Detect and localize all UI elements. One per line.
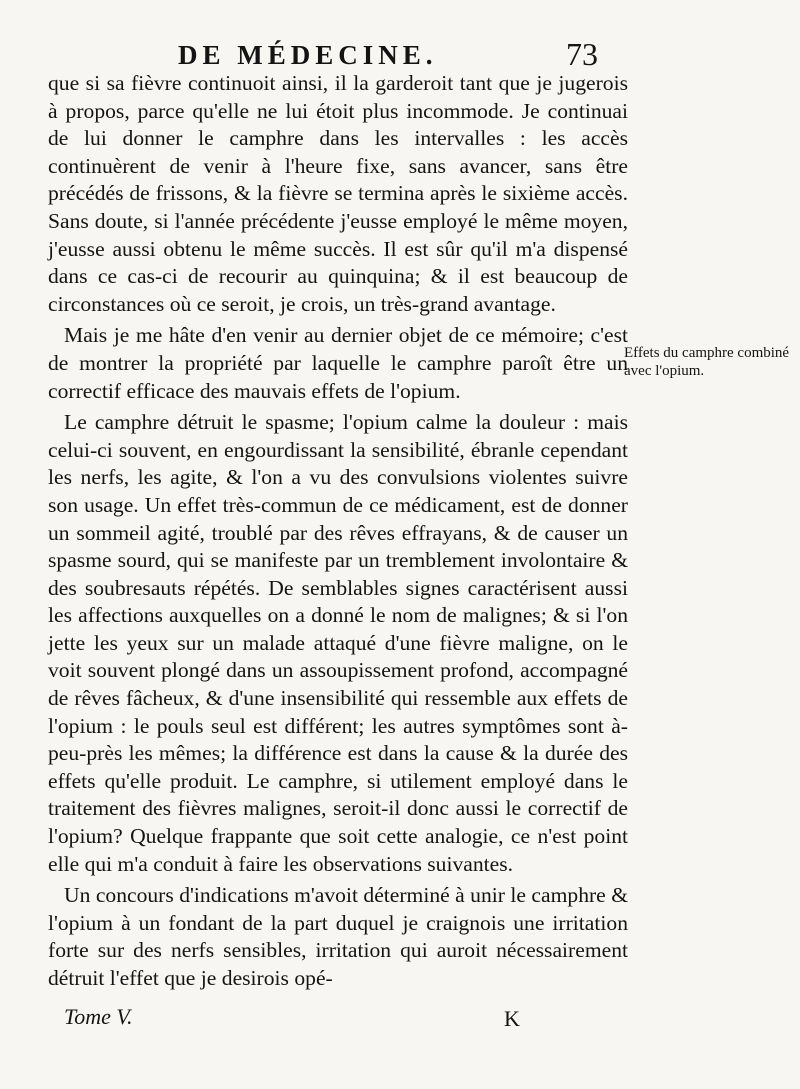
volume-signature: Tome V. (64, 1004, 133, 1029)
paragraph-3: Le camphre détruit le spasme; l'opium calme la douleur : mais celui-ci souvent, en engourdissant la sensibilité, ébranle cependant les nerfs, les agite, & l'on a vu des convulsions violentes suivre son usage. Un effet très-commun de ce médicament, est de donner un sommeil agité, troublé par des rêves effrayans, & de causer un spasme sourd, qui se manifeste par un tremblement involontaire & des soubresauts répétés. De semblables signes caractérisent aussi les affections auxquelles on a donné le nom de malignes; & si l'on jette les yeux sur un malade attaqué d'une fièvre maligne, on le voit souvent plongé dans un assoupissement profond, accompagné de rêves fâcheux, & d'une insensibilité qui ressemble aux effets de l'opium : le pouls seul est différent; les autres symptômes sont à-peu-près les mêmes; la différence est dans la cause & la durée des effets qu'elle produit. Le camphre, si utilement employé dans le traitement des fièvres malignes, seroit-il donc aussi le correctif de l'opium? Quelque frappante que soit cette analogie, ce n'est point elle qui m'a conduit à faire les observations suivantes. (48, 410, 628, 876)
paragraph-1: que si sa fièvre continuoit ainsi, il la garderoit tant que je jugerois à propos, parce qu'elle ne lui étoit plus incommode. Je continuai de lui donner le camphre dans les intervalles : les accès continuèrent de venir à l'heure fixe, sans avancer, sans être précédés de frissons, & la fièvre se termina après le sixième accès. Sans doute, si l'année précédente j'eusse employé le même moyen, j'eusse aussi obtenu le même succès. Il est sûr qu'il m'a dispensé dans ce cas-ci de recourir au quinquina; & il est beaucoup de circonstances où ce seroit, je crois, un très-grand avantage. (48, 71, 628, 316)
page-footer (64, 1004, 624, 1044)
signature-mark: K (504, 1006, 520, 1031)
running-head: DE MÉDECINE. (178, 40, 438, 70)
marginal-note: Effets du camphre combiné avec l'opium. (624, 345, 790, 379)
page-number: 73 (566, 36, 598, 72)
body-text (48, 70, 628, 993)
paragraph-2: Mais je me hâte d'en venir au dernier objet de ce mémoire; c'est de montrer la propriété par laquelle le camphre paroît être un correctif efficace des mauvais effets de l'opium. (48, 323, 628, 403)
paragraph-4: Un concours d'indications m'avoit déterminé à unir le camphre & l'opium à un fondant de la part duquel je craignois une irritation forte sur des nerfs sensibles, irritation qui auroit nécessairement détruit l'effet que je desirois opé- (48, 883, 628, 990)
